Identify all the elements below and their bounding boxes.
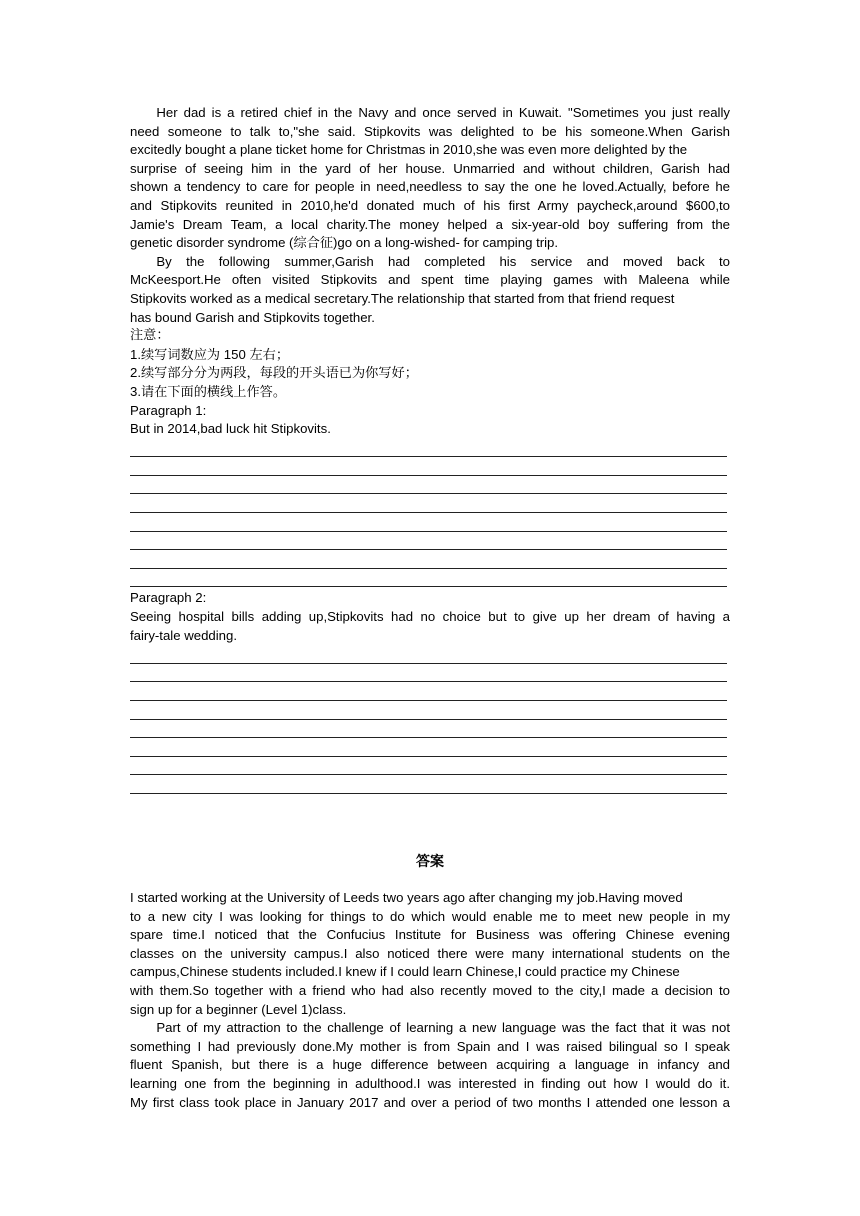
note-item: 2.续写部分分为两段，每段的开头语已为你写好； xyxy=(130,365,418,381)
text-line: has bound Garish and Stipkovits together. xyxy=(130,309,375,325)
answer-title: 答案 xyxy=(416,854,444,870)
text-line: Jamie's Dream Team, a local charity.The money helped a six-year-old boy suffering from the xyxy=(130,216,730,232)
writing-line[interactable] xyxy=(130,550,727,569)
text-line: Stipkovits worked as a medical secretary.The relationship that started from that friend request xyxy=(130,290,675,306)
writing-line[interactable] xyxy=(130,494,727,513)
answer-section xyxy=(130,889,730,1112)
writing-line[interactable] xyxy=(130,775,727,794)
text-line: excitedly bought a plane ticket home for Christmas in 2010,she was even more delighted by the xyxy=(130,142,688,158)
answer-paragraph-2 xyxy=(130,1019,730,1112)
text-line: surprise of seeing him in the yard of her house. Unmarried and without children, Garish had xyxy=(130,160,730,176)
text-line: to a new city I was looking for things to do which would enable me to meet new people in my xyxy=(130,908,730,924)
writing-line[interactable] xyxy=(130,664,727,683)
story-section xyxy=(130,104,730,796)
text-line: My first class took place in January 2017 and over a period of two months I attended one lesson a xyxy=(130,1094,730,1110)
answer-paragraph-1 xyxy=(130,889,730,1019)
text-line: genetic disorder syndrome (综合征)go on a long-wished- for camping trip. xyxy=(130,235,559,251)
notes-heading: 注意： xyxy=(130,328,170,344)
text-line: sign up for a beginner (Level 1)class. xyxy=(130,1001,347,1017)
writing-line[interactable] xyxy=(130,513,727,532)
writing-lines-1[interactable] xyxy=(130,439,730,588)
paragraph-1-block xyxy=(130,402,730,588)
text-line: By the following summer,Garish had completed his service and moved back to xyxy=(156,253,730,269)
paragraph-1-opening: But in 2014,bad luck hit Stipkovits. xyxy=(130,421,331,437)
writing-line[interactable] xyxy=(130,476,727,495)
note-item: 3.请在下面的横线上作答。 xyxy=(130,383,287,399)
text-line: need someone to talk to,"she said. Stipkovits was delighted to be his someone.When Garish xyxy=(130,123,730,139)
writing-line[interactable] xyxy=(130,757,727,776)
text-line: shown a tendency to care for people in need,needless to say the one he loved.Actually, before he xyxy=(130,179,730,195)
paragraph-2-opening: fairy-tale wedding. xyxy=(130,627,238,643)
writing-line[interactable] xyxy=(130,439,727,458)
writing-line[interactable] xyxy=(130,569,727,588)
writing-line[interactable] xyxy=(130,738,727,757)
text-line: Her dad is a retired chief in the Navy and once served in Kuwait. "Sometimes you just really xyxy=(156,105,730,120)
notes-block xyxy=(130,327,730,401)
text-line: something I had previously done.My mother is from Spain and I was raised bilingual so I speak xyxy=(130,1038,730,1054)
note-item: 1.续写词数应为 150 左右； xyxy=(130,346,290,362)
text-line: spare time.I noticed that the Confucius Institute for Business was offering Chinese evening xyxy=(130,927,730,943)
text-line: campus,Chinese students included.I knew if I could learn Chinese,I could practice my Chinese xyxy=(130,964,680,980)
writing-line[interactable] xyxy=(130,701,727,720)
paragraph-2-opening: Seeing hospital bills adding up,Stipkovits had no choice but to give up her dream of having a xyxy=(130,609,730,625)
paragraph-2-block xyxy=(130,589,730,794)
text-line: classes on the university campus.I also noticed there were many international students on the xyxy=(130,945,730,961)
story-paragraph-2 xyxy=(130,253,730,327)
text-line: I started working at the University of Leeds two years ago after changing my job.Having moved xyxy=(130,890,683,905)
writing-line[interactable] xyxy=(130,457,727,476)
text-line: McKeesport.He often visited Stipkovits and spent time playing games with Maleena while xyxy=(130,272,730,288)
text-line: Part of my attraction to the challenge of learning a new language was the fact that it was not xyxy=(156,1020,730,1036)
story-paragraph-1 xyxy=(130,104,730,253)
text-line: and Stipkovits reunited in 2010,he'd donated much of his first Army paycheck,around $600,to xyxy=(130,197,730,213)
writing-line[interactable] xyxy=(130,532,727,551)
paragraph-2-label: Paragraph 2: xyxy=(130,590,207,606)
writing-line[interactable] xyxy=(130,682,727,701)
text-line: fluent Spanish, but there is a huge difference between acquiring a language in infancy and xyxy=(130,1057,730,1073)
paragraph-1-label: Paragraph 1: xyxy=(130,402,207,418)
text-line: with them.So together with a friend who had also recently moved to the city,I made a decision to xyxy=(130,982,730,998)
writing-line[interactable] xyxy=(130,720,727,739)
writing-line[interactable] xyxy=(130,645,727,664)
writing-lines-2[interactable] xyxy=(130,645,730,794)
text-line: learning one from the beginning in adulthood.I was interested in finding out how I would do it. xyxy=(130,1075,730,1091)
